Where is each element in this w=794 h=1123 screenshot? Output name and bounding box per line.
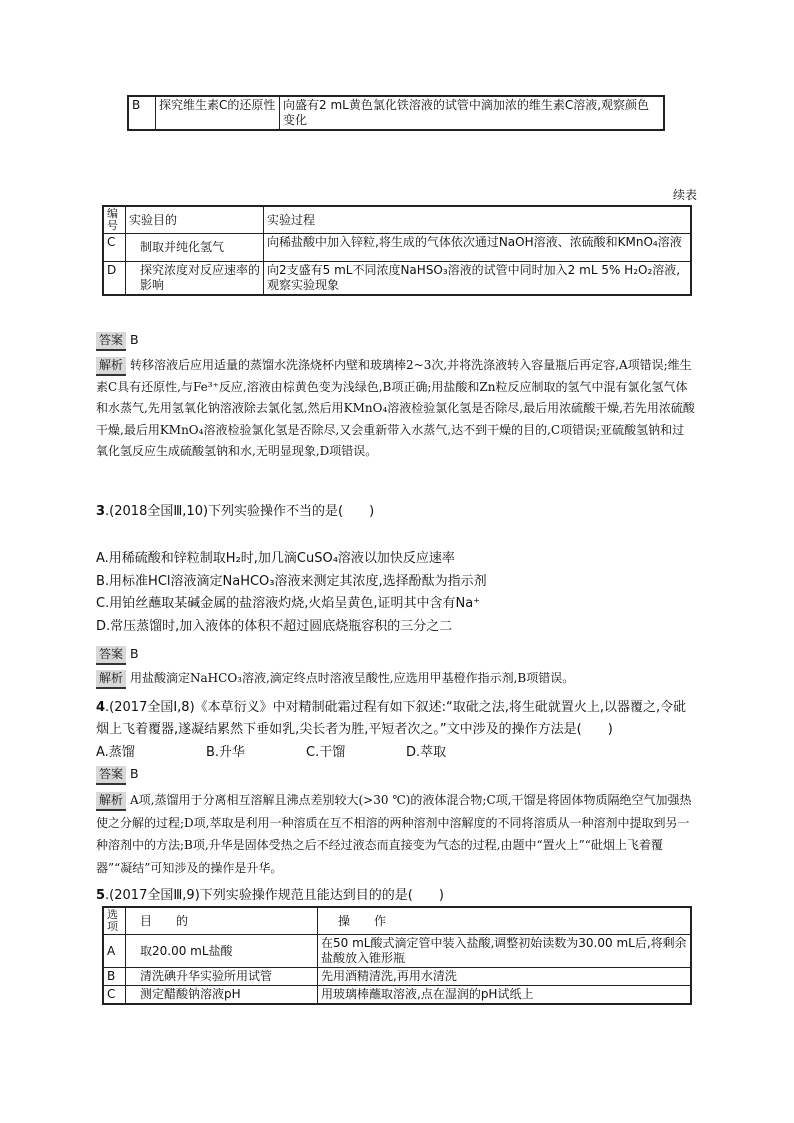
question-number: 4 bbox=[96, 700, 106, 715]
question-text: .(2017全国Ⅲ,9)下列实验操作规范且能达到目的的是( ) bbox=[105, 888, 444, 903]
continued-label: 续表 bbox=[672, 188, 697, 202]
q3-stem bbox=[96, 502, 696, 522]
q4-options bbox=[96, 742, 696, 764]
q2-analysis bbox=[96, 355, 696, 463]
process-cell: 用玻璃棒蘸取溶液,点在湿润的pH试纸上 bbox=[318, 986, 691, 1004]
header-code: 选项 bbox=[104, 908, 126, 935]
question-text: .(2017全国Ⅰ,8)《本草衍义》中对精制砒霜过程有如下叙述:“取砒之法,将生砒就置火上,以器覆之,令砒烟上飞着覆器,遂凝结累然下垂如乳,尖长者为胜,平短者次之。”文中涉及的操作方法是( ) bbox=[96, 700, 687, 737]
header-process: 操 作 bbox=[318, 908, 691, 935]
purpose-cell: 制取并纯化氢气 bbox=[126, 234, 264, 262]
q4-analysis bbox=[96, 789, 696, 879]
purpose-cell: 探究维生素C的还原性 bbox=[156, 97, 280, 130]
question-number: 3 bbox=[96, 504, 106, 519]
q4-answer-line bbox=[96, 766, 696, 785]
table-row bbox=[129, 97, 664, 130]
table-header-row bbox=[104, 908, 691, 935]
q3-answer-line bbox=[96, 646, 696, 665]
analysis-text: 转移溶液后应用适量的蒸馏水洗涤烧杯内壁和玻璃棒2~3次,并将洗涤液转入容量瓶后再定容,A项错误;维生素C具有还原性,与Fe³⁺反应,溶液由棕黄色变为浅绿色,B项正确;用盐酸和Zn粒反应制取的氢气中混有氯化氢气体和水蒸气,先用氢氧化钠溶液除去氯化氢,然后用KMnO₄溶液检验氯化氢是否除尽,最后用浓硫酸干燥,若先用浓硫酸干燥,最后用KMnO₄溶液检验氯化氢是否除尽,又会重新带入水蒸气,达不到干燥的目的,C项错误;亚硫酸氢钠和过氧化氢反应生成硫酸氢钠和水,无明显现象,D项错误。 bbox=[96, 358, 695, 458]
process-cell: 向稀盐酸中加入锌粒,将生成的气体依次通过NaOH溶液、浓硫酸和KMnO₄溶液 bbox=[264, 234, 691, 262]
question-text: .(2018全国Ⅲ,10)下列实验操作不当的是( ) bbox=[105, 504, 375, 519]
option-b: B.升华 bbox=[206, 745, 246, 760]
process-cell: 向盛有2 mL黄色氯化铁溶液的试管中滴加浓的维生素C溶液,观察颜色变化 bbox=[280, 97, 664, 130]
table-row bbox=[104, 234, 691, 262]
question-number: 5 bbox=[96, 888, 106, 903]
table-row bbox=[104, 986, 691, 1004]
q2-answer-line bbox=[96, 332, 696, 351]
answer-tag: 答案 bbox=[96, 646, 126, 665]
answer-value: B bbox=[130, 766, 139, 781]
process-cell: 先用酒精清洗,再用水清洗 bbox=[318, 968, 691, 986]
option-a: A.蒸馏 bbox=[96, 745, 135, 760]
table-top bbox=[128, 96, 664, 130]
header-code: 编号 bbox=[104, 207, 126, 234]
purpose-cell: 测定醋酸钠溶液pH bbox=[126, 986, 318, 1004]
table-row bbox=[104, 935, 691, 968]
purpose-cell: 清洗碘升华实验所用试管 bbox=[126, 968, 318, 986]
answer-value: B bbox=[130, 646, 139, 661]
option-c: C.用铂丝蘸取某碱金属的盐溶液灼烧,火焰呈黄色,证明其中含有Na⁺ bbox=[96, 596, 481, 611]
table-row bbox=[104, 968, 691, 986]
process-cell: 在50 mL酸式滴定管中装入盐酸,调整初始读数为30.00 mL后,将剩余盐酸放入锥形瓶 bbox=[318, 935, 691, 968]
table-row bbox=[104, 262, 691, 295]
option-c: C.干馏 bbox=[306, 745, 346, 760]
q5-stem bbox=[96, 886, 696, 906]
option-code: C bbox=[104, 986, 126, 1004]
option-b: B.用标准HCl溶液滴定NaHCO₃溶液来测定其浓度,选择酚酞为指示剂 bbox=[96, 573, 487, 589]
purpose-cell: 取20.00 mL盐酸 bbox=[126, 935, 318, 968]
process-cell: 向2支盛有5 mL不同浓度NaHSO₃溶液的试管中同时加入2 mL 5% H₂O₂溶液,观察实验现象 bbox=[264, 262, 691, 295]
table-continued bbox=[103, 206, 691, 295]
option-d: D.常压蒸馏时,加入液体的体积不超过圆底烧瓶容积的三分之二 bbox=[96, 618, 453, 634]
q5-table bbox=[103, 907, 691, 1004]
option-code: C bbox=[104, 234, 126, 262]
q4-stem bbox=[96, 697, 696, 741]
q3-options bbox=[96, 548, 696, 638]
analysis-tag: 解析 bbox=[96, 357, 126, 376]
option-code: B bbox=[129, 97, 156, 130]
analysis-tag: 解析 bbox=[96, 792, 126, 811]
analysis-tag: 解析 bbox=[96, 670, 126, 689]
header-process: 实验过程 bbox=[264, 207, 691, 234]
option-a: A.用稀硫酸和锌粒制取H₂时,加几滴CuSO₄溶液以加快反应速率 bbox=[96, 551, 455, 566]
header-purpose: 实验目的 bbox=[126, 207, 264, 234]
answer-value: B bbox=[130, 332, 139, 347]
answer-tag: 答案 bbox=[96, 332, 126, 351]
q3-analysis bbox=[96, 668, 696, 690]
analysis-text: 用盐酸滴定NaHCO₃溶液,滴定终点时溶液呈酸性,应选用甲基橙作指示剂,B项错误。 bbox=[130, 671, 575, 685]
analysis-text: A项,蒸馏用于分离相互溶解且沸点差别较大(>30 ℃)的液体混合物;C项,干馏是将固体物质隔绝空气加强热使之分解的过程;D项,萃取是利用一种溶质在互不相溶的两种溶剂中溶解度的不同将溶质从一种溶剂中提取到另一种溶剂中的方法;B项,升华是固体受热之后不经过液态而直接变为气态的过程,由题中“置火上”“砒烟上飞着覆器”“凝结”可知涉及的操作是升华。 bbox=[96, 793, 692, 875]
answer-tag: 答案 bbox=[96, 766, 126, 785]
option-d: D.萃取 bbox=[406, 745, 447, 760]
purpose-cell: 探究浓度对反应速率的影响 bbox=[126, 262, 264, 295]
header-purpose: 目 的 bbox=[126, 908, 318, 935]
table-header-row bbox=[104, 207, 691, 234]
option-code: B bbox=[104, 968, 126, 986]
option-code: D bbox=[104, 262, 126, 295]
option-code: A bbox=[104, 935, 126, 968]
